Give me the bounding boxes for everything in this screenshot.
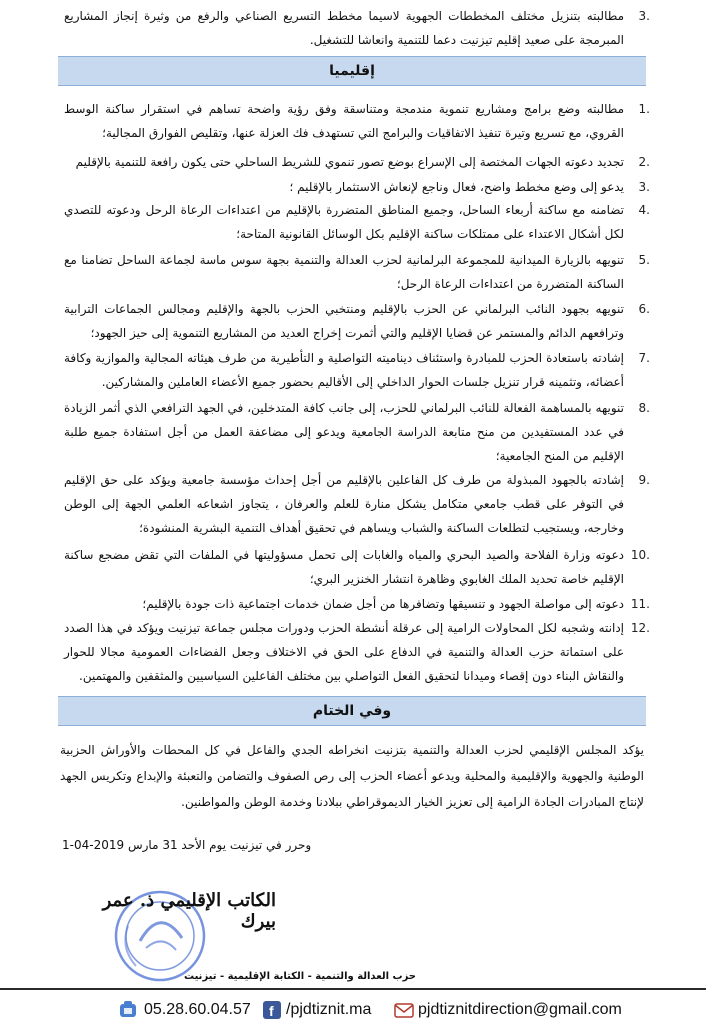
- list-item: [64, 198, 650, 246]
- footer-email[interactable]: pjdtiznitdirection@gmail.com: [418, 1001, 622, 1018]
- item-number: 6.: [638, 302, 650, 316]
- list-item: [64, 150, 650, 174]
- list-item: [64, 468, 650, 540]
- facebook-icon: [262, 1000, 282, 1020]
- item-number: 11.: [630, 597, 650, 611]
- item-text: إشادته بالجهود المبذولة من طرف كل الفاعلين بالإقليم من أجل إحداث مؤسسة جامعية ويؤكد على حق الإقليم في التوفر على قطب جامعي متكامل يشكل منارة للعلم والعرفان ، يتجاوز اشعاعه العلمي الجهة إلى الوطن وخارجه، ويستجيب لتطلعات الساكنة والشباب ويساهم في تحقيق أهداف التنمية البشرية المنشودة؛: [64, 473, 624, 535]
- item-text: دعوته وزارة الفلاحة والصيد البحري والمياه والغابات إلى تحمل مسؤوليتها في الملفات التي تقض مضجع ساكنة الإقليم خاصة تحديد الملك الغابوي وظاهرة انتشار الخنزير البري؛: [64, 548, 624, 586]
- item-text: مطالبته وضع برامج ومشاريع تنموية مندمجة ومتناسقة وفق رؤية واضحة تساهم في استقرار ساكنة الوسط القروي، مع تسريع وتيرة تنفيذ الاتفاقيات والبرامج التي تستهدف فك العزلة عنها، وتقليص الفوارق المجالية؛: [64, 102, 624, 140]
- list-item: [64, 346, 650, 394]
- intro-list-item: [64, 4, 650, 52]
- signatory-name: الكاتب الإقليمي ذ. عمر بيرك: [102, 890, 276, 932]
- item-number: 7.: [638, 351, 650, 365]
- conclusion-paragraph: يؤكد المجلس الإقليمي لحزب العدالة والتنمية بتزنيت انخراطه الجدي والفاعل في كل المحطات والأوراش الحزبية الوطنية والجهوية والإقليمية والمحلية ويدعو أعضاء الحزب إلى رص الصفوف والتضامن والتعبئة والإبداع وتكريس الجهد لإنتاج المبادرات الجادة الرامية إلى تعزيز الخيار الديموقراطي ببلادنا وخدمة الوطن والمواطنين.: [60, 743, 644, 809]
- item-number: 4.: [638, 203, 650, 217]
- footer-facebook[interactable]: /pjdtiznit.ma: [286, 1001, 372, 1018]
- item-number: 2.: [638, 155, 650, 169]
- email-icon: [394, 1000, 414, 1020]
- item-text: تنويهه بالزيارة الميدانية للمجموعة البرلمانية لحزب العدالة والتنمية بجهة سوس ماسة لجماعة الساحل تضامنا مع الساكنة المتضررة من اعتداءات الرعاة الرحل؛: [64, 253, 624, 291]
- list-item: [64, 396, 650, 468]
- list-item: [64, 592, 650, 616]
- item-text: تنويهه بجهود النائب البرلماني عن الحزب بالإقليم ومنتخبي الحزب بالجهة والإقليم ومجالس الجماعات الترابية وترافعهم الدائم والمستمر عن قضايا الإقليم والتي أثمرت إخراج العديد من المشاريع التنموية إلى حيز الجهود؛: [64, 302, 624, 340]
- item-number: 10.: [630, 548, 650, 562]
- item-number: 3.: [638, 180, 650, 194]
- item-number: 8.: [638, 401, 650, 415]
- item-text: يدعو إلى وضع مخطط واضح، فعال وناجع لإنعاش الاستثمار بالإقليم ؛: [289, 180, 624, 194]
- item-text: إشادته باستعادة الحزب للمبادرة واستئناف ديناميته التواصلية و التأطيرية من طرف هيئاته المجالية والموازية وكافة أعضائه، وتثمينه قرار تنزيل جلسات الحوار الداخلي إلى الأقاليم بحضور جميع الأعضاء العاملين والمشاركين.: [64, 351, 624, 389]
- list-item: [64, 543, 650, 591]
- footer-phone[interactable]: 05.28.60.04.57: [144, 1001, 251, 1018]
- list-item: [64, 97, 650, 145]
- item-number: 5.: [638, 253, 650, 267]
- footer-organization: حزب العدالة والتنمية - الكتابة الإقليمية - تيزنيت: [184, 971, 416, 982]
- item-number: 1.: [638, 102, 650, 116]
- item-text: تجديد دعوته الجهات المختصة إلى الإسراع بوضع تصور تنموي للشريط الساحلي حتى يكون رافعة للتنمية بالإقليم: [75, 155, 624, 169]
- item-text: تنويهه بالمساهمة الفعالة للنائب البرلماني للحزب، إلى جانب كافة المتدخلين، في الجهد الترافعي الذي أثمر الزيادة في عدد المستفيدين من منح متابعة الدراسة الجامعية ويدعو إلى مضاعفة العمل من أجل استفادة جميع طلبة الإقليم من المنح الجامعية؛: [64, 401, 624, 463]
- footer-divider: [0, 988, 706, 990]
- item-text: دعوته إلى مواصلة الجهود و تنسيقها وتضافرها من أجل ضمان خدمات اجتماعية ذات جودة بالإقليم؛: [142, 597, 624, 611]
- list-item: [64, 248, 650, 296]
- date-line: وحرر في تيزنيت يوم الأحد 31 مارس 2019-04-1: [62, 838, 312, 852]
- item-number: 12.: [630, 621, 650, 635]
- list-item: [64, 175, 650, 199]
- section-heading-province: إقليميا: [58, 56, 646, 86]
- item-number: 9.: [638, 473, 650, 487]
- section-heading-conclusion: وفي الختام: [58, 696, 646, 726]
- svg-text:f: f: [269, 1003, 274, 1019]
- item-text: إدانته وشجبه لكل المحاولات الرامية إلى عرقلة أنشطة الحزب ودورات مجلس جماعة تيزنيت ويؤكد في هذا الصدد على استماتة حزب العدالة والتنمية في الدفاع على الحق في الاختلاف وجعل الفضاءات العمومية مجالا للحوار والنقاش البناء دون إقصاء وميدانا لتحقيق الفعل التواصلي بين مختلف الفاعلين السياسيين والمثقفين والمهتمين.: [64, 621, 624, 683]
- list-item: [64, 616, 650, 688]
- list-item: [64, 297, 650, 345]
- item-text: مطالبته بتنزيل مختلف المخططات الجهوية لاسيما مخطط التسريع الصناعي والرفع من وثيرة إنجاز المشاريع المبرمجة على صعيد إقليم تيزنيت دعما للتنمية وانعاشا للتشغيل.: [64, 9, 624, 47]
- phone-icon: [118, 1000, 138, 1020]
- footer-contact-bar: [0, 996, 706, 1024]
- item-number: 3.: [638, 9, 650, 23]
- item-text: تضامنه مع ساكنة أربعاء الساحل، وجميع المناطق المتضررة بالإقليم من اعتداءات الرعاة الرحل ودعوته للتصدي لكل أشكال الاعتداء على ممتلكات ساكنة الإقليم بكل الوسائل القانونية المتاحة؛: [64, 203, 624, 241]
